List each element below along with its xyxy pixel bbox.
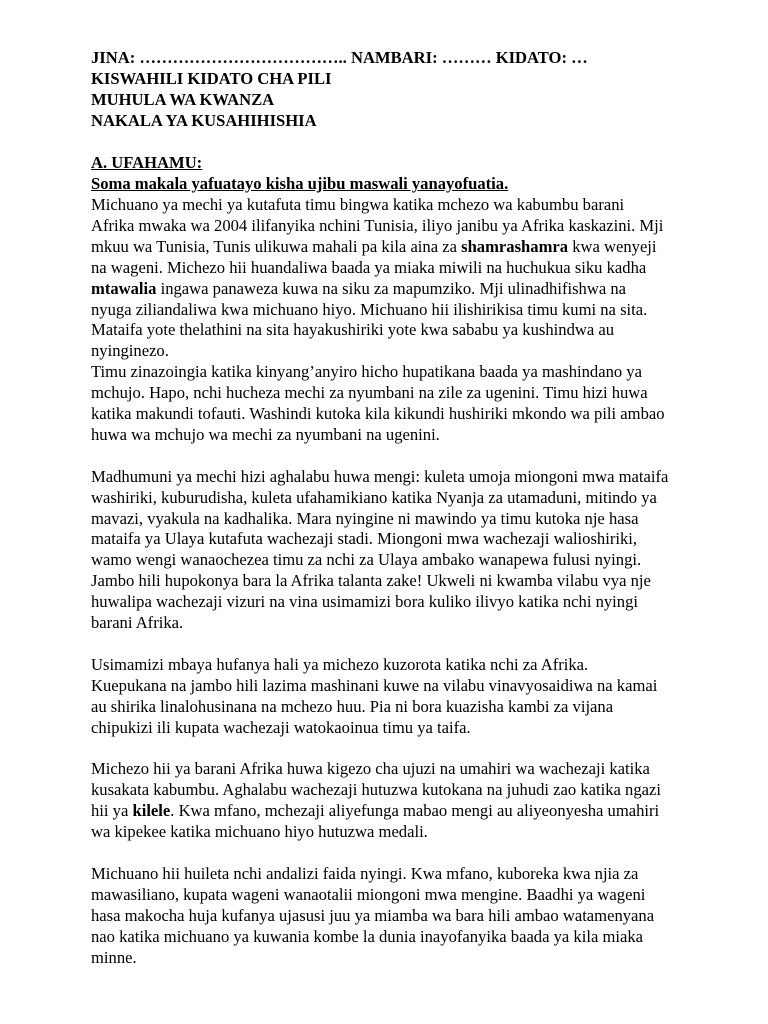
text-line xyxy=(91,655,731,676)
text-line xyxy=(91,676,731,697)
text-span: kusakata kabumbu. Aghalabu wachezaji hutuzwa kutokana na juhudi zao katika ngazi xyxy=(91,780,661,800)
text-span: Michuano hii huileta nchi andalizi faida nyingi. Kwa mfano, kuboreka kwa njia za xyxy=(91,863,639,883)
copy-type-title: NAKALA YA KUSAHIHISHIA xyxy=(91,110,317,130)
text-span: Kuepukana na jambo hili lazima mashinani kuwe na vilabu vinavyosaidiwa na kamai xyxy=(91,675,658,695)
text-span: Michuano ya mechi ya kutafuta timu bingwa katika mchezo wa kabumbu barani xyxy=(91,195,625,214)
text-line xyxy=(91,320,731,341)
text-line xyxy=(91,822,731,843)
text-span: nao katika michuano ya kuwania kombe la dunia inayofanyika baada ya kila miaka xyxy=(91,926,644,946)
text-span: huwa wa mchujo wa mechi za nyumbani na ugenini. xyxy=(91,424,440,444)
text-line xyxy=(91,801,731,822)
text-span: Afrika mwaka wa 2004 ilifanyika nchini Tunisia, iliyo janibu ya Afrika kaskazini. Mji xyxy=(91,215,664,235)
text-line xyxy=(91,697,731,718)
text-line xyxy=(91,592,731,613)
text-line xyxy=(91,780,731,801)
bold-vocabulary-word: mtawalia xyxy=(91,278,157,298)
document-header xyxy=(91,48,731,132)
text-span: nyuga ziliandaliwa kwa michuano hiyo. Michuano hii ilishirikisa timu kumi na sita. xyxy=(91,299,648,319)
text-span: ingawa panaweza kuwa na siku za mapumziko. Mji ulinadhifishwa na xyxy=(156,278,627,298)
text-span: chipukizi ili kupata wachezaji watokaoinua timu ya taifa. xyxy=(91,717,471,737)
text-line xyxy=(91,383,731,404)
text-line xyxy=(91,404,731,425)
paragraph-4 xyxy=(91,655,731,739)
text-span: washiriki, kuburudisha, kuleta ufahamikiano katika Nyanja za utamaduni, mitindo ya xyxy=(91,487,657,507)
text-span: mataifa ya Ulaya kutafuta wachezaji stadi. Miongoni mwa wachezaji walioshiriki, xyxy=(91,529,638,549)
text-span: mawasiliano, kupata wageni wanaotalii miongoni mwa mengine. Baadhi ya wageni xyxy=(91,884,646,904)
text-line xyxy=(91,195,731,216)
text-line xyxy=(91,258,731,279)
paragraph-3 xyxy=(91,467,731,634)
text-line xyxy=(91,948,731,969)
text-span: mchujo. Hapo, nchi hucheza mechi za nyumbani na zile za ugenini. Timu hizi huwa xyxy=(91,383,648,403)
text-line xyxy=(91,550,731,571)
text-span: huwalipa wachezaji vizuri na vina usimamizi bora kuliko ilivyo katika nchi nyingi xyxy=(91,592,638,612)
text-line xyxy=(91,467,731,488)
subject-title: KISWAHILI KIDATO CHA PILI xyxy=(91,68,332,88)
text-line xyxy=(91,759,731,780)
text-span: au shirika linalohusinana na mchezo huu. Pia ni bora kuazisha kambi za vijana xyxy=(91,696,614,716)
text-span: mavazi, vyakula na kadhalika. Mara nyingine ni mawindo ya timu kutoka nje hasa xyxy=(91,508,639,528)
text-line xyxy=(91,885,731,906)
text-line xyxy=(91,362,731,383)
text-span: hasa makocha huja kufanya ujasusi juu ya miamba wa bara hili ambao watamenyana xyxy=(91,905,655,925)
text-line xyxy=(91,864,731,885)
text-span: Mataifa yote thelathini na sita hayakushiriki yote kwa sababu ya kushindwa au xyxy=(91,320,615,340)
text-line xyxy=(91,488,731,509)
comprehension-passage xyxy=(91,195,731,968)
text-span: Michezo hii ya barani Afrika huwa kigezo cha ujuzi na umahiri wa wachezaji katika xyxy=(91,759,650,779)
paragraph-2 xyxy=(91,362,731,446)
text-line xyxy=(91,613,731,634)
paragraph-6 xyxy=(91,864,731,969)
paragraph-1 xyxy=(91,195,731,362)
student-info-line: JINA: ……………………………….. NAMBARI: ……… KIDATO: … xyxy=(91,48,588,67)
text-span: barani Afrika. xyxy=(91,613,184,633)
text-span: hii ya xyxy=(91,801,133,821)
text-line xyxy=(91,216,731,237)
text-span: wamo wengi wanaochezea timu za nchi za Ulaya ambako wanapewa fulusi nyingi. xyxy=(91,550,642,570)
text-span: Usimamizi mbaya hufanya hali ya michezo kuzorota katika nchi za Afrika. xyxy=(91,654,589,674)
text-span: . Kwa mfano, mchezaji aliyefunga mabao mengi au aliyeonyesha umahiri xyxy=(170,801,660,821)
text-line xyxy=(91,300,731,321)
text-span: mkuu wa Tunisia, Tunis ulikuwa mahali pa kila aina za xyxy=(91,236,462,256)
text-line xyxy=(91,529,731,550)
text-line xyxy=(91,718,731,739)
instruction-text: Soma makala yafuatayo kisha ujibu maswali yanayofuatia. xyxy=(91,174,509,193)
text-span: wa kipekee katika michuano hiyo hutuzwa medali. xyxy=(91,822,428,842)
text-span: na wageni. Michezo hii huandaliwa baada ya miaka miwili na huchukua siku kadha xyxy=(91,257,647,277)
text-span: Madhumuni ya mechi hizi aghalabu huwa mengi: kuleta umoja miongoni mwa mataifa xyxy=(91,466,669,486)
text-line xyxy=(91,425,731,446)
text-line xyxy=(91,927,731,948)
bold-vocabulary-word: kilele xyxy=(132,801,171,821)
section-heading: A. UFAHAMU: xyxy=(91,153,203,172)
paragraph-5 xyxy=(91,759,731,843)
text-line xyxy=(91,279,731,300)
text-line xyxy=(91,509,731,530)
term-title: MUHULA WA KWANZA xyxy=(91,89,275,109)
text-line xyxy=(91,237,731,258)
text-span: kwa wenyeji xyxy=(568,236,657,256)
text-span: katika makundi tofauti. Washindi kutoka kila kikundi hushiriki mkondo wa pili ambao xyxy=(91,404,665,424)
text-line xyxy=(91,906,731,927)
bold-vocabulary-word: shamrashamra xyxy=(461,236,569,256)
text-span: Jambo hili hupokonya bara la Afrika talanta zake! Ukweli ni kwamba vilabu vya nje xyxy=(91,571,651,591)
text-span: minne. xyxy=(91,947,137,967)
text-span: Timu zinazoingia katika kinyang’anyiro hicho hupatikana baada ya mashindano ya xyxy=(91,362,642,382)
text-span: nyinginezo. xyxy=(91,341,169,361)
text-line xyxy=(91,341,731,362)
text-line xyxy=(91,571,731,592)
